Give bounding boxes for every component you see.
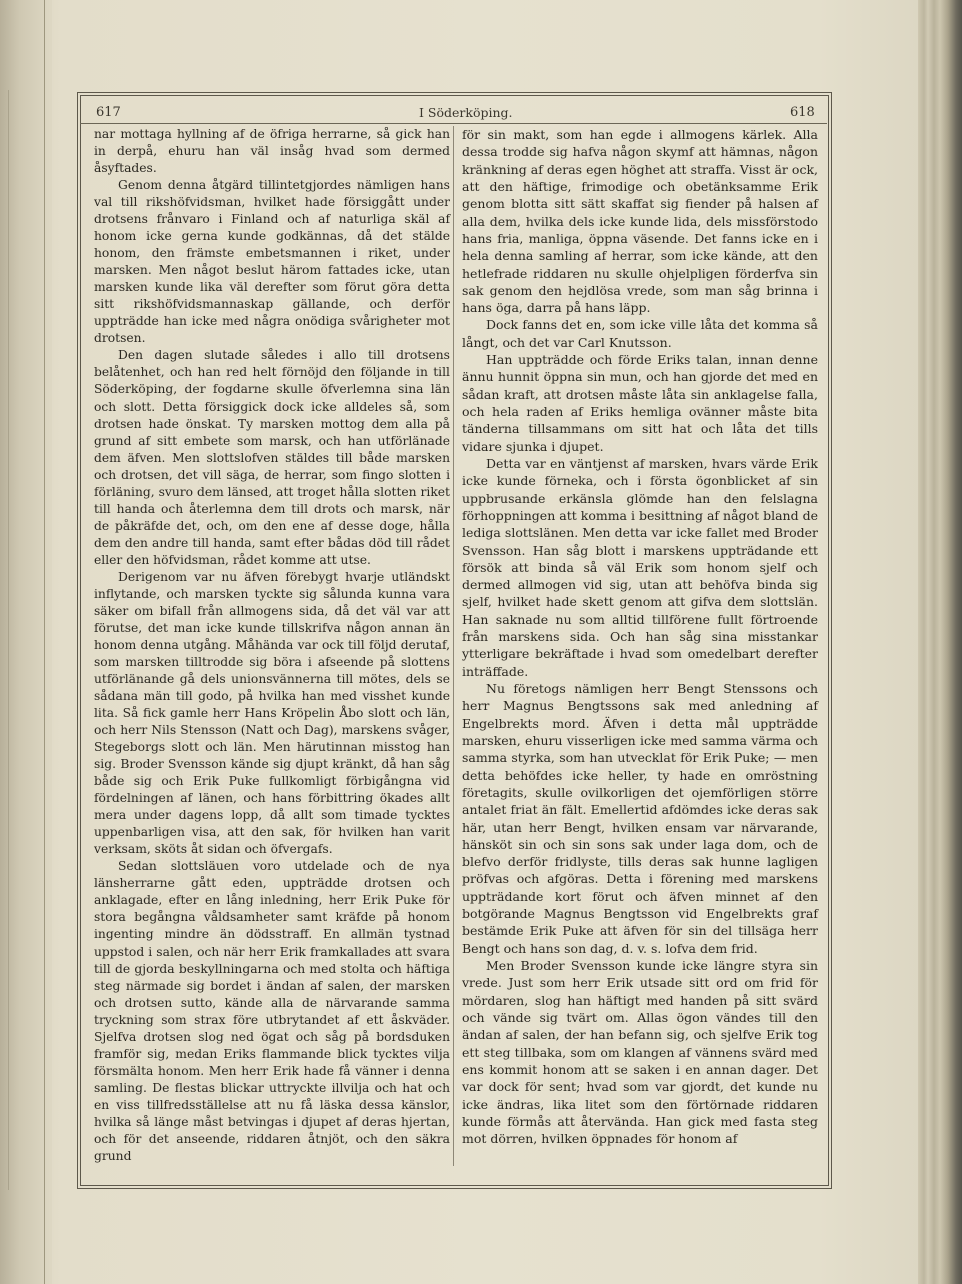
previous-page-edge	[8, 90, 9, 1190]
paragraph: Detta var en väntjenst af marsken, hvars värde Erik icke kunde förneka, och i första ögonblicket af sin uppbrusande erkänsla glömde han den felslagna förhoppningen att komma i besittning af något bland de lediga slottslänen. Men detta var icke fallet med Broder Svensson. Han såg blott i marskens uppträdande ett försök att binda så väl Erik som honom sjelf och dermed allmogen vid sig, utan att behöfva binda sig sjelf, hvilket hade skett genom att gifva dem slottslän. Han saknade nu som alltid tillförene fullt förtroende från marskens sida. Och han såg sina misstankar ytterligare bekräftade i hvad som omedelbart derefter inträffade.	[462, 455, 818, 679]
right-text-column	[462, 126, 818, 1147]
paragraph: Genom denna åtgärd tillintetgjordes nämligen hans val till rikshöfvidsman, hvilket hade försiggått under drotsens frånvaro i Finland och af naturliga skäl af honom icke gerna kunde godkännas, då det stälde honom, den främste embetsmannen i riket, under marsken. Men något beslut härom fattades icke, utan marsken kunde lika väl derefter som förut göra detta sitt rikshöfvidsmannaskap gällande, och derför uppträdde han icke med några onödiga svårigheter mot drotsen.	[94, 178, 450, 346]
paragraph: Den dagen slutade således i allo till drotsens belåtenhet, och han red helt förnöjd den följande in till Söderköping, der fogdarne skulle öfverlemna sina län och slott. Detta försiggick dock icke alldeles så, som drotsen hade önskat. Ty marsken mottog dem alla på grund af sitt embete som marsk, och han utförlänade dem äfven. Men slottslofven stäldes till både marsken och drotsen, det vill säga, de herrar, som fingo slotten i förläning, svuro dem länsed, att troget hålla slotten riket till handa och återlemna dem till drots och marsk, när de påkräfde det, och, om den ene af desse doge, hålla dem den andre till handa, samt efter bådas död till rådet eller den höfvidsman, rådet komme att utse.	[94, 348, 450, 567]
paragraph: nar mottaga hyllning af de öfriga herrarne, så gick han in derpå, ehuru han väl insåg hvad som dermed åsyftades.	[94, 127, 450, 176]
paragraph: Men Broder Svensson kunde icke längre styra sin vrede. Just som herr Erik utsade sitt ord om frid för mördaren, slog han häftigt med handen på sitt svärd och vände sig tvärt om. Allas ögon vändes till den ändan af salen, der han befann sig, och sjelfve Erik tog ett steg tillbaka, som om klangen af vännens svärd med ens kommit honom att se saken i en annan dager. Det var dock för sent; hvad som var gjordt, det kunde nu icke ändras, lika litet som den förtörnade riddaren kunde förmås att återvända. Han gick med fasta steg mot dörren, hvilken öppnades för honom af	[462, 958, 818, 1147]
paragraph: Han uppträdde och förde Eriks talan, innan denne ännu hunnit öppna sin mun, och han gjorde det med en sådan kraft, att drotsen måste låta sin anklagelse falla, och hela raden af Eriks hemliga ovänner måste bita tänderna tillsammans om sitt hat och låta det tills vidare sjunka i djupet.	[462, 352, 818, 454]
paragraph: för sin makt, som han egde i allmogens kärlek. Alla dessa trodde sig hafva någon skymf att hämnas, någon kränkning af deras egen höghet att straffa. Visst är ock, att den häftige, frimodige och obetänksamme Erik genom blotta sitt sätt skaffat sig fiender på halsen af alla dem, hvilka dels icke kunde lida, dels missförstodo hans fria, manliga, öppna väsende. Det fanns icke en i hela denna samling af herrar, som icke kände, att den hetlefrade riddaren nu skulle ohjelpligen förderfva sin sak genom den hejdlösa vrede, som man såg brinna i hans öga, darra på hans läpp.	[462, 127, 818, 316]
gutter-fold	[44, 0, 45, 1284]
page-number-left: 617	[96, 105, 121, 120]
running-title: I Söderköping.	[419, 105, 513, 120]
paragraph: Nu företogs nämligen herr Bengt Stenssons och herr Magnus Bengtssons sak med anledning af Engelbrekts mord. Äfven i detta mål uppträdde marsken, ehuru visserligen icke med samma värma och samma styrka, som han utvecklat för Erik Puke; — men detta behöfdes icke heller, ty hade en omröstning företagits, skulle ovilkorligen det ojemförligen större antalet friat än fält. Emellertid afdömdes icke deras sak här, utan herr Bengt, hvilken ensam var närvarande, hänsköt sin och sin sons sak under laga dom, och de blefvo derför fridlyste, tills deras sak hunne lagligen pröfvas och afgöras. Detta i förening med marskens uppträdande kort förut och äfven minnet af den botgörande Magnus Bengtsson vid Engelbrekts graf bestämde Erik Puke att äfven för sin del tillsäga herr Bengt och hans son dag, d. v. s. lofva dem frid.	[462, 681, 818, 956]
left-text-column	[94, 126, 450, 1165]
column-divider	[453, 126, 454, 1166]
paragraph: Derigenom var nu äfven förebygt hvarje utländskt inflytande, och marsken tyckte sig sålunda kunna vara säker om bifall från allmogens sida, då det väl var att förutse, det man icke kunde tillskrifva någon annan än honom denna utgång. Måhända var ock till följd derutaf, som marsken tilltrodde sig böra i afseende på slottens utförlänande gå dels unionsvännerna till mötes, dels se sådana män till godo, på hvilka han med visshet kunde lita. Så fick gamle herr Hans Kröpelin Åbo slott och län, och herr Nils Stensson (Natt och Dag), marskens svåger, Stegeborgs slott och län. Men härutinnan misstog han sig. Broder Svensson kände sig djupt kränkt, då han såg både sig och Erik Puke fullkomligt förbigångna vid fördelningen af länen, och hans förbittring ökades allt mera under dagens lopp, då allt som timade tycktes uppenbarligen visa, att den sak, för hvilken han varit verksam, sköts åt sidan och öfvergafs.	[94, 569, 450, 857]
paragraph: Sedan slottsläuen voro utdelade och de nya länsherrarne gått eden, uppträdde drotsen och anklagade, efter en lång inledning, herr Erik Puke för stora begångna våldsamheter samt kräfde på honom ingenting mindre än dödsstraff. En allmän tystnad uppstod i salen, och när herr Erik framkallades att svara till de gjorda beskyllningarna och med stolta och häftiga steg närmade sig bordet i ändan af salen, der marsken och drotsen sutto, kände alla de närvarande samma tryckning som strax före utbrytandet af ett åskväder. Sjelfva drotsen slog ned ögat och såg på bordsduken framför sig, medan Eriks flammande blick tycktes vilja försmälta honom. Men herr Erik hade få vänner i denna samling. De flestas blickar uttryckte illvilja och hat och en viss tillfredsställelse att nu få läska dessa känslor, hvilka så länge måst betvingas i djupet af deras hjertan, och för det anseende, riddaren åtnjöt, och den säkra grund	[94, 859, 450, 1163]
page-number-right: 618	[790, 105, 815, 120]
header-rule	[80, 123, 827, 124]
page-stack-edge	[918, 0, 962, 1284]
paragraph: Dock fanns det en, som icke ville låta det komma så långt, och det var Carl Knutsson.	[462, 317, 818, 350]
